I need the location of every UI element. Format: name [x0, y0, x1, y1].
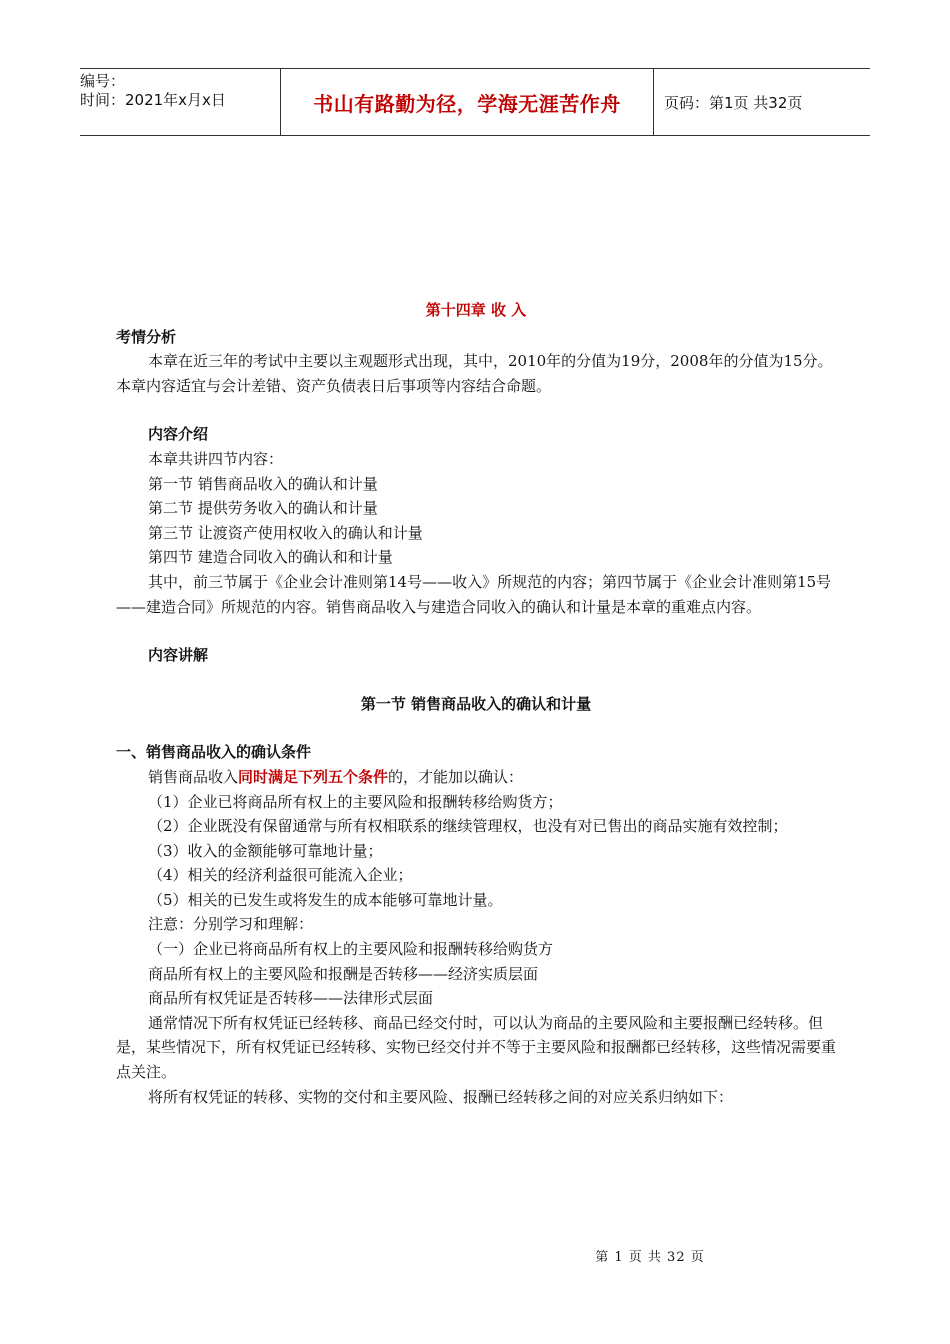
intro-section: 第三节 让渡资产使用权收入的确认和计量: [148, 523, 423, 542]
chapter-title: 第十四章 收 入: [425, 301, 527, 319]
number-label: 编号：: [80, 72, 126, 90]
intro-lead: 本章共讲四节内容：: [148, 449, 284, 468]
document-body: [116, 298, 836, 1109]
header-motto: 书山有路勤为径，学海无涯苦作舟: [280, 69, 654, 135]
conditions-lead: [116, 765, 836, 790]
intro-section: 第四节 建造合同收入的确认和和计量: [148, 548, 393, 567]
page-footer: 第 1 页 共 32 页: [595, 1250, 705, 1265]
header-page-label: 页码：第1页 共32页: [664, 93, 803, 112]
note-item: （一）企业已将商品所有权上的主要风险和报酬转移给购货方: [148, 940, 554, 959]
note-item: 商品所有权凭证是否转移——法律形式层面: [148, 989, 434, 1008]
sub-heading: 一、销售商品收入的确认条件: [116, 743, 312, 762]
section-title: 第一节 销售商品收入的确认和计量: [360, 694, 592, 713]
note-text: 注意：分别学习和理解：: [148, 915, 314, 934]
cond-pre: 销售商品收入: [148, 767, 239, 786]
intro-section: 第一节 销售商品收入的确认和计量: [148, 474, 378, 493]
lecture-heading: 内容讲解: [148, 646, 209, 665]
analysis-text: 本章在近三年的考试中主要以主观题形式出现，其中，2010年的分值为19分，2008年的分值为15分。本章内容适宜与会计差错、资产负债表日后事项等内容结合命题。: [116, 352, 833, 395]
condition-item: （3）收入的金额能够可靠地计量；: [148, 841, 383, 860]
condition-item: （4）相关的经济利益很可能流入企业；: [148, 866, 413, 885]
condition-item: （2）企业既没有保留通常与所有权相联系的继续管理权，也没有对已售出的商品实施有效控制；: [148, 817, 788, 836]
condition-item: （5）相关的已发生或将发生的成本能够可靠地计量。: [148, 890, 503, 909]
intro-heading: 内容介绍: [148, 425, 209, 444]
note-item: 商品所有权上的主要风险和报酬是否转移——经济实质层面: [148, 964, 539, 983]
intro-section: 第二节 提供劳务收入的确认和计量: [148, 499, 378, 518]
date-label: 时间：2021年x月x日: [80, 91, 226, 109]
intro-text: 其中，前三节属于《企业会计准则第14号——收入》所规范的内容；第四节属于《企业会计准则第15号——建造合同》所规范的内容。销售商品收入与建造合同收入的确认和计量是本章的重难点内容。: [116, 572, 832, 616]
header-meta: [80, 69, 280, 135]
body-paragraph: 将所有权凭证的转移、实物的交付和主要风险、报酬已经转移之间的对应关系归纳如下：: [148, 1087, 734, 1106]
cond-highlight: 同时满足下列五个条件: [238, 767, 389, 786]
analysis-heading: 考情分析: [116, 327, 177, 346]
body-paragraph: 通常情况下所有权凭证已经转移、商品已经交付时，可以认为商品的主要风险和主要报酬已经转移。但是，某些情况下，所有权凭证已经转移、实物已经交付并不等于主要风险和报酬都已经转移，这些情况需要重点关注。: [116, 1013, 837, 1082]
page-header: [80, 68, 870, 136]
condition-item: （1）企业已将商品所有权上的主要风险和报酬转移给购货方；: [148, 792, 563, 811]
cond-post: 的，才能加以确认：: [388, 767, 524, 786]
